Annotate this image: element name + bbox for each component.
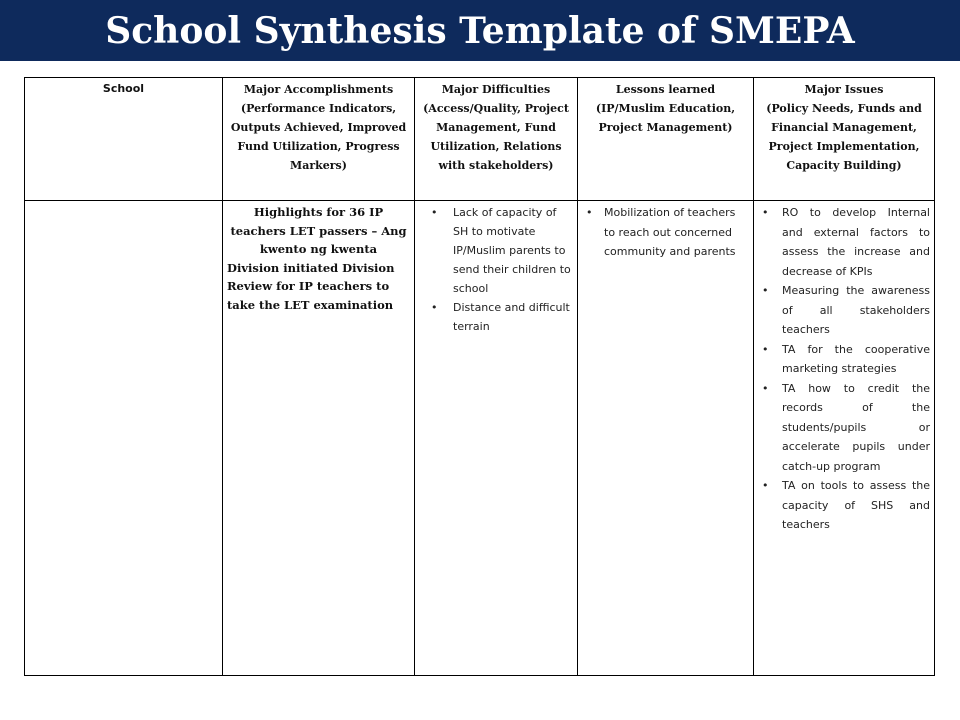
accomplishment-highlight: Highlights for 36 IP teachers LET passers – Ang kwento ng kwenta [230,205,407,257]
header-issues-subtitle: (Policy Needs, Funds and Financial Management, Project Implementation, Capacity Building) [766,102,922,172]
header-school-title: School [102,82,145,95]
header-school [25,78,223,201]
bullet-icon: • [431,206,438,219]
list-item [758,340,930,379]
header-accomplishments [223,78,415,201]
header-difficulties [415,78,578,201]
list-item [758,281,930,340]
synthesis-table [24,77,935,676]
title-banner [0,0,960,61]
page-title: School Synthesis Template of SMEPA [105,9,855,52]
list-item-text: RO to develop Internal and external factors to assess the increase and decrease of KPIs [782,206,930,278]
cell-lessons [578,201,754,676]
bullet-icon: • [431,301,438,314]
list-item [582,203,749,262]
list-item-text: Lack of capacity of SH to motivate IP/Muslim parents to send their children to school [453,206,571,295]
bullet-icon: • [762,342,769,356]
bullet-icon: • [586,206,593,219]
list-item [758,203,930,281]
bullet-icon: • [762,206,769,219]
header-accomplishments-subtitle: (Performance Indicators, Outputs Achieved, Improved Fund Utilization, Progress Markers) [230,102,407,172]
cell-issues [754,201,935,676]
header-accomplishments-title: Major Accomplishments [243,83,394,96]
list-item [758,476,930,535]
cell-accomplishments [223,201,415,676]
list-item [427,203,573,298]
list-item [758,379,930,477]
header-difficulties-subtitle: (Access/Quality, Project Management, Fund Utilization, Relations with stakeholders) [423,102,569,172]
bullet-icon: • [762,284,769,297]
header-issues [754,78,935,201]
cell-school [25,201,223,676]
header-lessons [578,78,754,201]
bullet-icon: • [762,381,769,395]
header-row [25,78,935,201]
list-item-text: TA for the cooperative marketing strategies [782,342,930,375]
table-row [25,201,935,676]
list-item-text: Measuring the awareness of all stakeholders teachers [782,284,930,336]
header-difficulties-title: Major Difficulties [441,83,551,96]
cell-difficulties [415,201,578,676]
difficulties-list [419,203,573,336]
lessons-list [582,203,749,262]
header-lessons-title: Lessons learned [615,83,716,96]
list-item-text: Mobilization of teachers to reach out concerned community and parents [604,206,736,258]
list-item-text: TA on tools to assess the capacity of SHS and teachers [782,479,930,531]
list-item [427,298,573,336]
accomplishment-text: Division initiated Division Review for IP teachers to take the LET examination [227,260,395,312]
issues-list [758,203,930,535]
header-issues-title: Major Issues [804,83,884,96]
bullet-icon: • [762,479,769,492]
list-item-text: Distance and difficult terrain [453,301,570,333]
header-lessons-subtitle: (IP/Muslim Education, Project Management) [595,102,736,134]
list-item-text: TA how to credit the records of the students/pupils or accelerate pupils under catch-up program [782,381,930,473]
